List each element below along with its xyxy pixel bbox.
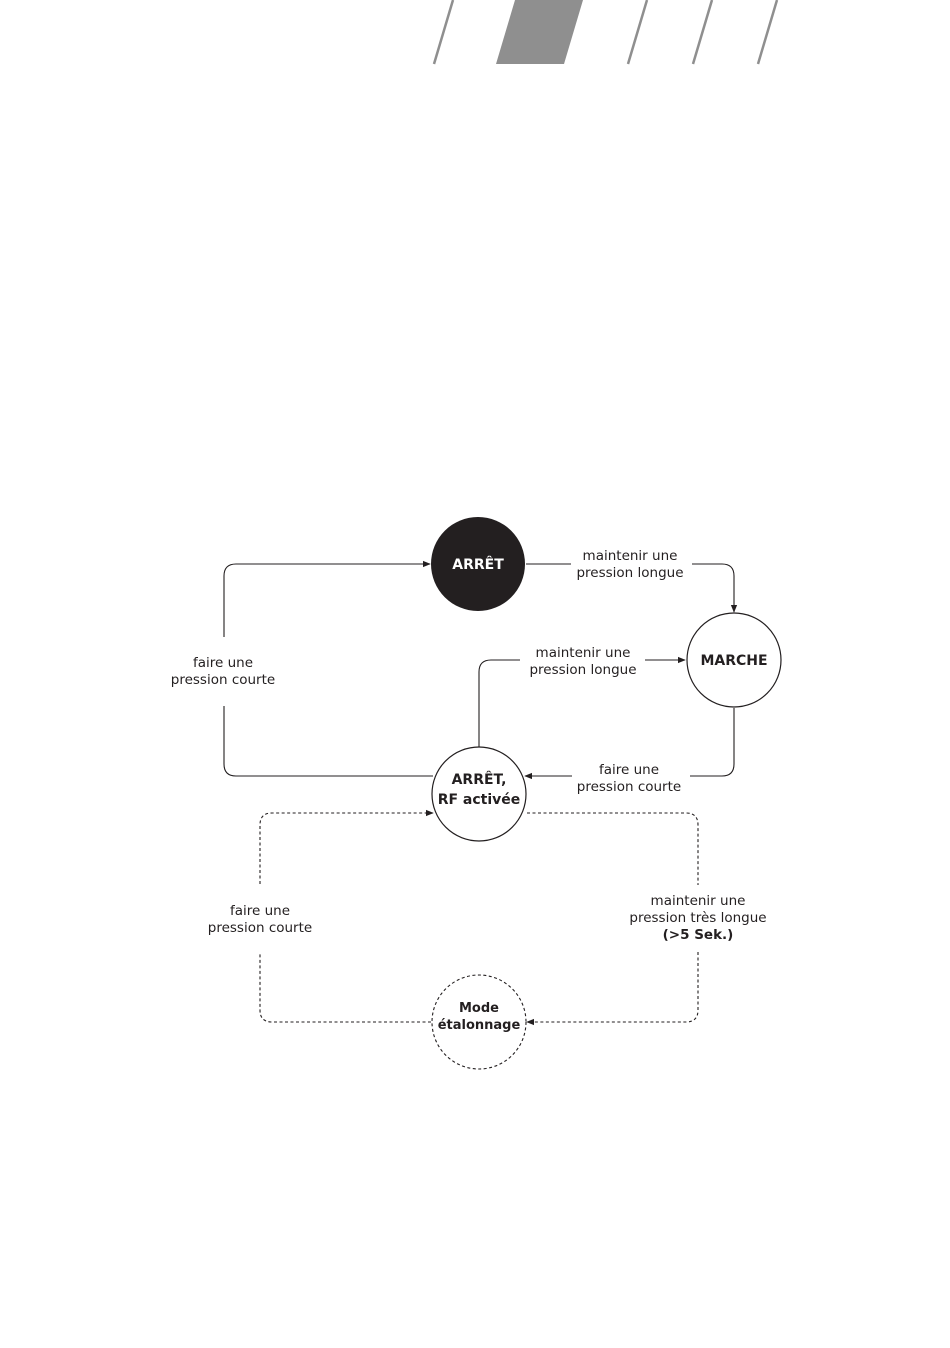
- node-calibration-label-line1: Mode: [459, 1001, 499, 1016]
- node-off-label: ARRÊT: [452, 557, 504, 573]
- edge-off-to-on-right: [692, 564, 734, 612]
- node-off: [431, 517, 525, 611]
- header-stripe-3: [693, 0, 712, 64]
- node-off-rf: [432, 747, 526, 841]
- node-calibration-label-line2: étalonnage: [437, 1018, 521, 1033]
- edge-rf-to-calibration-upper: [527, 813, 698, 885]
- edge-rf-to-on-left: [479, 660, 520, 747]
- header-stripe-4: [758, 0, 777, 64]
- edge-label-calibration-to-rf-line2: pression courte: [207, 920, 313, 936]
- edge-label-rf-to-off-line2: pression courte: [170, 672, 276, 688]
- edge-calibration-to-rf-upper: [260, 813, 433, 884]
- edge-label-off-to-on-line1: maintenir une: [582, 548, 678, 564]
- edge-label-calibration-to-rf: [208, 903, 312, 936]
- node-calibration: [432, 975, 526, 1069]
- edge-rf-to-off-lower: [224, 706, 433, 776]
- edge-label-calibration-to-rf-line1: faire une: [229, 903, 291, 919]
- edge-label-rf-to-on-line1: maintenir une: [535, 645, 631, 661]
- edge-calibration-to-rf-lower: [260, 953, 431, 1022]
- edge-on-to-rf-right: [690, 708, 734, 776]
- edge-label-on-to-rf: [577, 762, 681, 795]
- edge-label-rf-to-on-line2: pression longue: [529, 662, 637, 678]
- edge-label-rf-to-calibration-line3: (>5 Sek.): [662, 927, 734, 943]
- edge-label-rf-to-calibration-line1: maintenir une: [650, 893, 746, 909]
- node-on-label: MARCHE: [700, 653, 768, 669]
- edge-label-rf-to-off: [171, 655, 275, 688]
- edge-rf-to-off-upper: [224, 564, 430, 637]
- edge-label-rf-to-off-line1: faire une: [192, 655, 254, 671]
- edge-label-off-to-on: [576, 548, 683, 581]
- edge-label-rf-to-calibration: [629, 893, 766, 943]
- edge-rf-to-calibration-lower: [527, 952, 698, 1022]
- edge-label-rf-to-calibration-line2: pression très longue: [629, 910, 767, 926]
- edge-label-off-to-on-line2: pression longue: [576, 565, 684, 581]
- header-stripe-2: [628, 0, 647, 64]
- edge-label-on-to-rf-line1: faire une: [598, 762, 660, 778]
- header-stripe-1: [434, 0, 453, 64]
- header-stripe-block: [496, 0, 583, 64]
- edge-label-rf-to-on: [529, 645, 636, 678]
- header-stripes: [434, 0, 777, 64]
- edge-label-on-to-rf-line2: pression courte: [576, 779, 682, 795]
- node-off-rf-label-line2: RF activée: [437, 792, 521, 808]
- node-off-rf-label-line1: ARRÊT,: [451, 772, 507, 788]
- node-on: [687, 613, 781, 707]
